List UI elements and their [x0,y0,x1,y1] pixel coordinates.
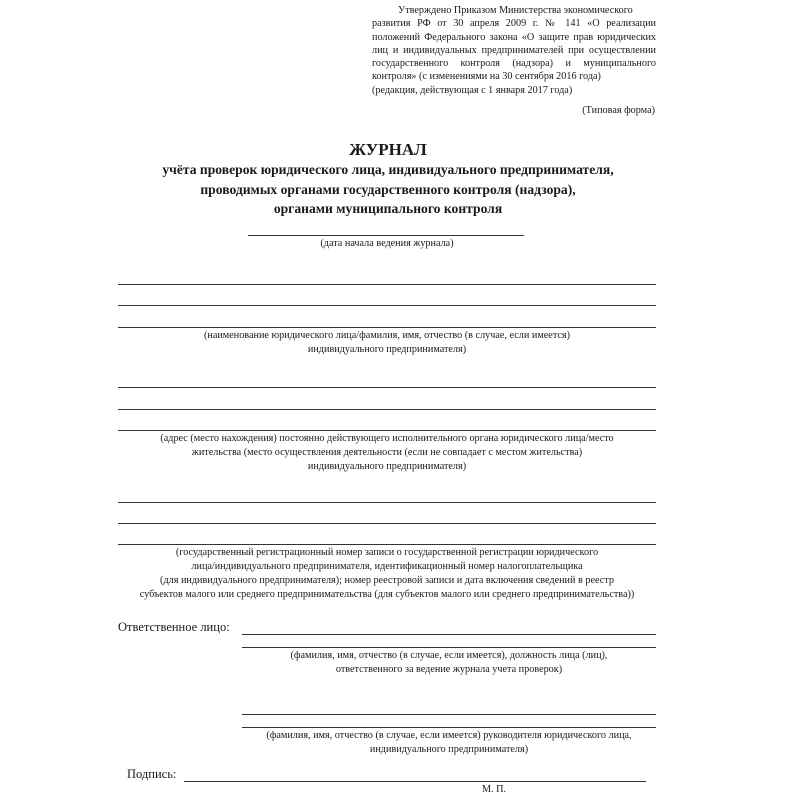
entity-name-line-3[interactable] [118,327,656,328]
address-line-2[interactable] [118,409,656,410]
document-subtitle [0,160,776,219]
start-date-field[interactable] [248,235,524,236]
head-line-2[interactable] [242,727,656,728]
signature-line[interactable] [184,781,646,782]
seal-label: М. П. [482,784,507,795]
caption-line: индивидуального предпринимателя) [307,461,467,472]
form-type-label: (Типовая форма) [582,105,655,116]
registration-line-1[interactable] [118,502,656,503]
responsible-caption [242,649,656,677]
caption-line: субъектов малого или среднего предпринимательства (для субъектов малого или среднего предпринимательства)) [139,589,635,600]
caption-line: лица/индивидуального предпринимателя, идентификационный номер налогоплательщика [191,561,583,572]
caption-line: индивидуального предпринимателя) [307,344,467,355]
signature-label: Подпись: [127,767,177,781]
caption-line: (для индивидуального предпринимателя); номер реестровой записи и дата включения сведений в реестр [160,575,614,586]
registration-caption [110,546,664,602]
responsible-line-1[interactable] [242,634,656,635]
entity-name-caption [118,329,656,357]
caption-line: ответственного за ведение журнала учета проверок) [335,664,563,675]
subtitle-line-3: органами муниципального контроля [273,201,503,216]
address-line-1[interactable] [118,387,656,388]
entity-name-line-1[interactable] [118,284,656,285]
registration-line-3[interactable] [118,544,656,545]
approval-edition: (редакция, действующая с 1 января 2017 года) [372,84,573,96]
responsible-label: Ответственное лицо: [118,620,230,634]
caption-line: жительства (место осуществления деятельности (если не совпадает с местом жительства) [191,447,583,458]
caption-line: индивидуального предпринимателя) [369,744,529,755]
head-caption [242,729,656,757]
subtitle-line-2: проводимых органами государственного контроля (надзора), [200,181,576,197]
subtitle-line-1: учёта проверок юридического лица, индивидуального предпринимателя, [162,162,614,177]
registration-line-2[interactable] [118,523,656,524]
document-title: ЖУРНАЛ [349,140,427,159]
start-date-caption: (дата начала ведения журнала) [320,238,454,249]
approval-note [372,4,656,97]
caption-line: (фамилия, имя, отчество (в случае, если имеется), должность лица (лиц), [290,650,608,661]
entity-name-line-2[interactable] [118,305,656,306]
address-caption [118,432,656,474]
caption-line: (фамилия, имя, отчество (в случае, если имеется) руководителя юридического лица, [266,730,632,741]
caption-line: (государственный регистрационный номер записи о государственной регистрации юридического [175,547,599,558]
responsible-line-2[interactable] [242,647,656,648]
approval-text: развития РФ от 30 апреля 2009 г. № 141 «О реализации положений Федерального закона «О защите прав юридических лиц и индивидуальных предпринимателей при осуществлении государственного контроля (надзора) и муниципального контроля» (с изменениями на 30 сентября 2016 года) [372,18,656,83]
approval-first-line: Утверждено Приказом Министерства экономического [398,5,633,16]
caption-line: (адрес (место нахождения) постоянно действующего исполнительного органа юридического лица/место [160,433,614,444]
head-line-1[interactable] [242,714,656,715]
caption-line: (наименование юридического лица/фамилия, имя, отчество (в случае, если имеется) [203,330,571,341]
address-line-3[interactable] [118,430,656,431]
